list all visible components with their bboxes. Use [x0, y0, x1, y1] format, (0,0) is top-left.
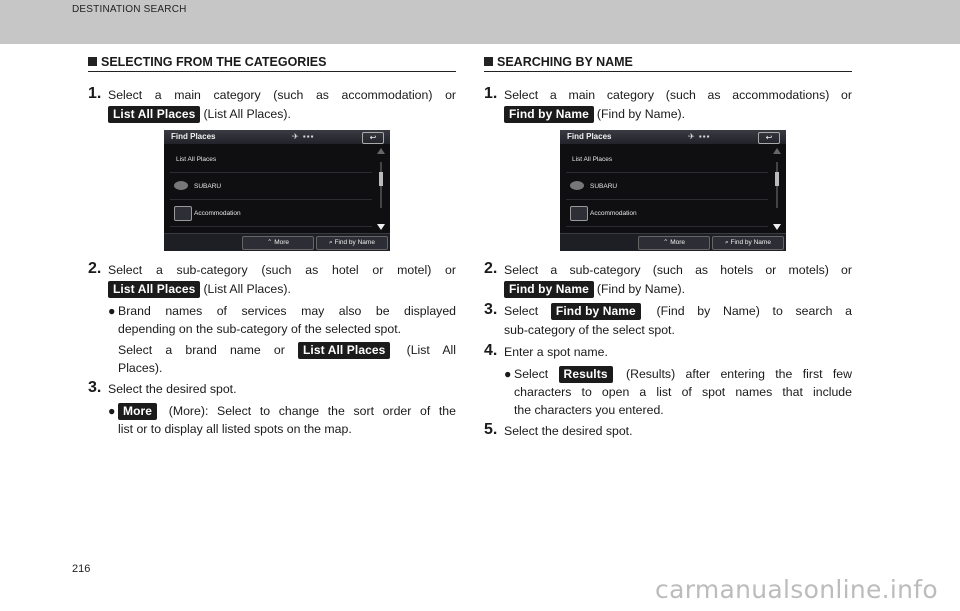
left-step-1: 1. Select a main category (such as accommodation) or List All Places (List All Places). [88, 85, 456, 121]
back-icon[interactable]: ↩ [758, 132, 780, 144]
right-step-5: 5. Select the desired spot. [484, 421, 633, 438]
right-column [484, 55, 852, 444]
find-by-name-button[interactable]: Find by Name [504, 106, 594, 123]
list-item[interactable]: List All Places [566, 146, 768, 173]
left-step-3: 3. Select the desired spot. [88, 379, 237, 396]
screen-list [566, 146, 768, 227]
scroll-down-icon[interactable] [377, 224, 385, 230]
screen-title-bar: Find Places ✈ ▪▪▪ ↩ [560, 130, 786, 144]
square-bullet-icon [88, 57, 97, 66]
left-column [88, 55, 456, 441]
find-by-name-button[interactable]: Find by Name [504, 281, 594, 298]
list-item[interactable]: Accommodation [566, 200, 768, 227]
scroll-up-icon[interactable] [773, 148, 781, 154]
list-all-places-button[interactable]: List All Places [298, 342, 390, 359]
page-number: 216 [72, 563, 91, 575]
square-bullet-icon [484, 57, 493, 66]
more-button[interactable]: ⌃ More [242, 236, 314, 250]
caret-up-icon: ⌃ [266, 239, 273, 246]
back-icon[interactable]: ↩ [362, 132, 384, 144]
list-item[interactable]: Accommodation [170, 200, 372, 227]
bullet-icon: ● [108, 304, 116, 318]
gps-status-icon: ✈ ▪▪▪ [688, 132, 711, 141]
right-step-3: 3. Select Find by Name (Find by Name) to search a sub-category of the select spot. [484, 301, 852, 337]
list-all-places-button[interactable]: List All Places [108, 106, 200, 123]
right-section-title: SEARCHING BY NAME [484, 55, 852, 72]
screen-title-bar: Find Places ✈ ▪▪▪ ↩ [164, 130, 390, 144]
left-bullet-brand-cont: Select a brand name or List All Places (List All Places). [118, 343, 456, 375]
find-places-screenshot [164, 130, 390, 251]
list-item[interactable]: List All Places [170, 146, 372, 173]
left-bullet-more: ● More (More): Select to change the sort order of the list or to display all listed spots on the map. [108, 404, 456, 436]
page-header [0, 0, 960, 44]
accommodation-icon [570, 206, 588, 221]
search-icon: ⌕ [725, 239, 729, 246]
screen-list [170, 146, 372, 227]
screen-bottom-bar [164, 233, 390, 251]
search-icon: ⌕ [329, 239, 333, 246]
find-by-name-button[interactable]: Find by Name [551, 303, 641, 320]
find-by-name-button[interactable]: ⌕ Find by Name [712, 236, 784, 250]
gps-status-icon: ✈ ▪▪▪ [292, 132, 315, 141]
subaru-logo-icon [174, 181, 188, 190]
list-all-places-button[interactable]: List All Places [108, 281, 200, 298]
section-header-title: DESTINATION SEARCH [72, 4, 187, 15]
find-by-name-button[interactable]: ⌕ Find by Name [316, 236, 388, 250]
bullet-icon: ● [504, 367, 512, 381]
screen-bottom-bar [560, 233, 786, 251]
caret-up-icon: ⌃ [662, 239, 669, 246]
accommodation-icon [174, 206, 192, 221]
more-button[interactable]: ⌃ More [638, 236, 710, 250]
list-item[interactable]: SUBARU [170, 173, 372, 200]
right-bullet-results: ● Select Results (Results) after entering the first few characters to open a list of spot names that include the characters you entered. [504, 367, 853, 417]
right-step-1: 1. Select a main category (such as accommodations) or Find by Name (Find by Name). [484, 85, 852, 121]
scroll-up-icon[interactable] [377, 148, 385, 154]
find-places-screenshot [560, 130, 786, 251]
scroll-down-icon[interactable] [773, 224, 781, 230]
more-button[interactable]: More [118, 403, 157, 420]
results-button[interactable]: Results [559, 366, 613, 383]
scrollbar[interactable] [772, 148, 782, 230]
right-step-4: 4. Enter a spot name. [484, 342, 608, 359]
right-step-2: 2. Select a sub-category (such as hotels or motels) or Find by Name (Find by Name). [484, 260, 852, 296]
left-step-2: 2. Select a sub-category (such as hotel or motel) or List All Places (List All Places). [88, 260, 456, 296]
scrollbar[interactable] [376, 148, 386, 230]
subaru-logo-icon [570, 181, 584, 190]
watermark: carmanualsonline.info [655, 575, 938, 604]
list-item[interactable]: SUBARU [566, 173, 768, 200]
left-section-title: SELECTING FROM THE CATEGORIES [88, 55, 456, 72]
left-bullet-brand: ● Brand names of services may also be displayed depending on the sub-category of the selected spot. [108, 304, 456, 336]
bullet-icon: ● [108, 404, 116, 418]
